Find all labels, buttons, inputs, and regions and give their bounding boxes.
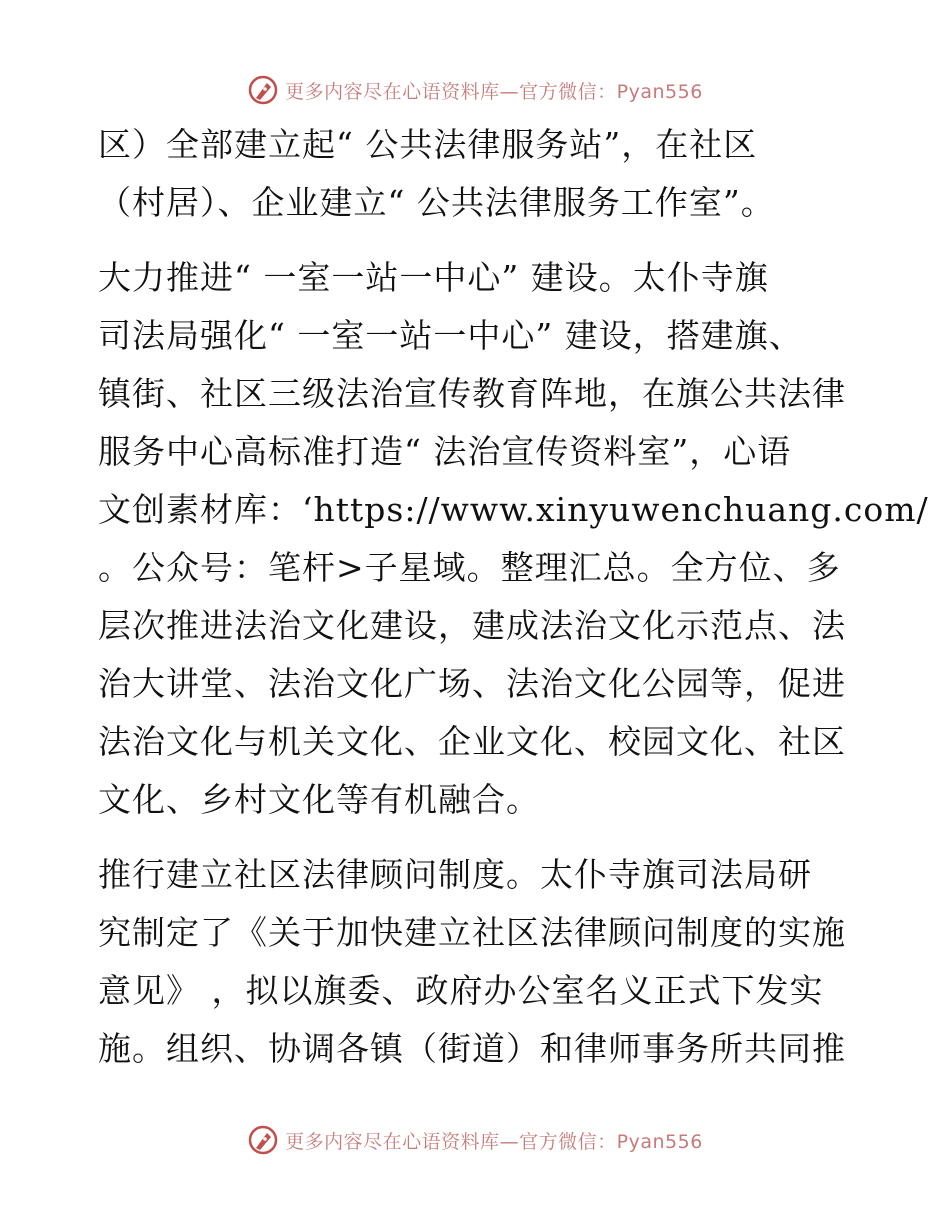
- text-line: 司法局强化“ 一室一站一中心” 建设，搭建旗、: [98, 316, 803, 355]
- footer-banner-text: 更多内容尽在心语资料库—官方微信：Pyan556: [285, 1130, 703, 1153]
- pen-nib-logo-icon: [247, 1124, 279, 1156]
- text-line: 文化、乡村文化等有机融合。: [98, 780, 540, 819]
- text-line: 大力推进“ 一室一站一中心” 建设。太仆寺旗: [98, 258, 769, 297]
- text-line: 文创素材库：‘https://www.xinyuwenchuang.com/: [98, 490, 929, 529]
- header-banner: [0, 70, 950, 110]
- text-line: 区）全部建立起“ 公共法律服务站”，在社区: [98, 125, 758, 164]
- header-banner-text: 更多内容尽在心语资料库—官方微信：Pyan556: [285, 80, 703, 103]
- text-line: 施。组织、协调各镇（街道）和律师事务所共同推: [98, 1029, 846, 1068]
- text-line: 治大讲堂、法治文化广场、法治文化公园等，促进: [98, 664, 846, 703]
- text-line: 意见》 ，拟以旗委、政府办公室名义正式下发实: [98, 971, 824, 1010]
- text-line: 。公众号：笔杆>子星域。整理汇总。全方位、多: [98, 548, 841, 587]
- text-line: 服务中心高标准打造“ 法治宣传资料室”，心语: [98, 432, 792, 471]
- text-line: （村居）、企业建立“ 公共法律服务工作室”。: [98, 183, 775, 222]
- document-body: [98, 116, 929, 1078]
- paragraph-2: [98, 249, 929, 829]
- paragraph-3: [98, 846, 858, 1078]
- text-line: 法治文化与机关文化、企业文化、校园文化、社区: [98, 722, 846, 761]
- pen-nib-logo-icon: [247, 74, 279, 106]
- text-line: 镇街、社区三级法治宣传教育阵地，在旗公共法律: [98, 374, 846, 413]
- footer-banner: [0, 1120, 950, 1160]
- text-line: 层次推进法治文化建设，建成法治文化示范点、法: [98, 606, 846, 645]
- text-line: 推行建立社区法律顾问制度。太仆寺旗司法局研: [98, 855, 812, 894]
- paragraph-1: [98, 116, 858, 232]
- text-line: 究制定了《关于加快建立社区法律顾问制度的实施: [98, 913, 846, 952]
